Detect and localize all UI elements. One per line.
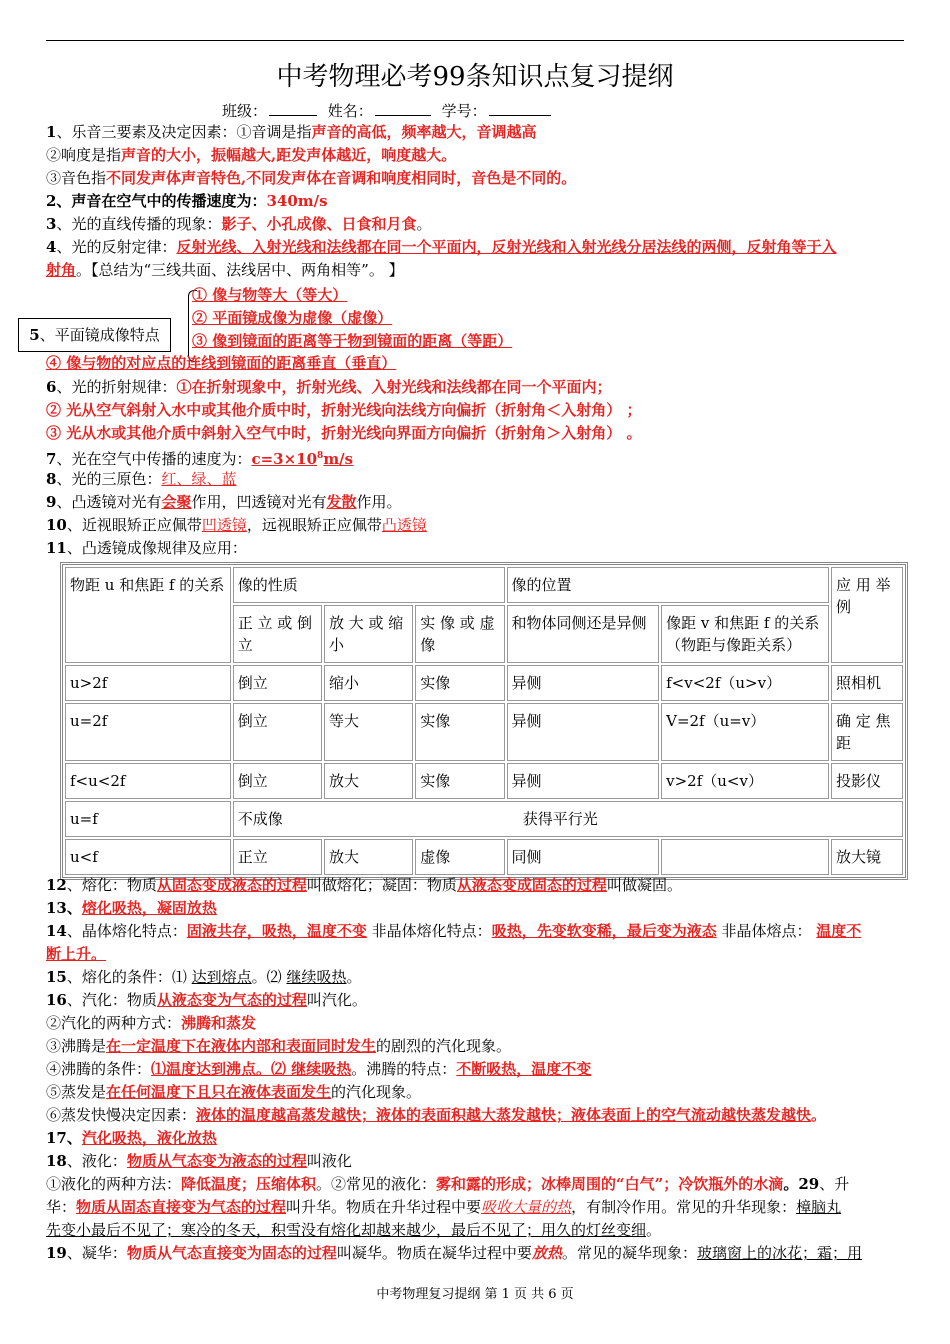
point-14: 14、晶体熔化特点：固液共存，吸热，温度不变 非晶体熔化特点：吸热，先变软变稀，最后变为液态 非晶体熔点： 温度不 <box>46 922 862 940</box>
table-cell: 照相机 <box>831 665 903 701</box>
table-cell: 异侧 <box>507 763 660 799</box>
point-6: 6、光的折射规律：①在折射现象中，折射光线、入射光线和法线都在同一个平面内； <box>46 378 612 396</box>
point-4: 4、光的反射定律：反射光线、入射光线和法线都在同一个平面内，反射光线和入射光线分居法线的两侧，反射角等于入 <box>46 238 837 256</box>
point-13: 13、熔化吸热，凝固放热 <box>46 899 217 917</box>
table-header-cell: 正 立 或 倒 立 <box>233 605 322 663</box>
table-cell: 缩小 <box>324 665 413 701</box>
point-1-loudness: ②响度是指声音的大小，振幅越大,距发声体越近，响度越大。 <box>46 146 457 164</box>
table-cell: 放大 <box>324 839 413 875</box>
table-row <box>65 665 903 701</box>
table-row <box>65 763 903 799</box>
table-cell: 异侧 <box>507 665 660 701</box>
point-12: 12、熔化：物质从固态变成液态的过程叫做熔化；凝固：物质从液态变成固态的过程叫做凝固。 <box>46 876 682 894</box>
table-cell: 不成像 获得平行光 <box>233 801 903 837</box>
point-29: 华：物质从固态直接变为气态的过程叫升华。物质在升华过程中要吸收大量的热，有制冷作用。常见的升华现象：樟脑丸 <box>46 1198 842 1216</box>
point-5-b: ② 平面镜成像为虚像（虚像） <box>192 309 393 327</box>
lens-table <box>60 562 908 880</box>
table-row <box>65 801 903 837</box>
name-label: 姓名： <box>327 102 373 120</box>
table-cell: 虚像 <box>415 839 504 875</box>
point-16-e: ⑤蒸发是在任何温度下且只在液体表面发生的汽化现象。 <box>46 1083 422 1101</box>
table-cell: 倒立 <box>233 665 322 701</box>
point-16: 16、汽化：物质从液态变为气态的过程叫汽化。 <box>46 991 367 1009</box>
point-10: 10、近视眼矫正应佩带凹透镜，远视眼矫正应佩带凸透镜 <box>46 516 427 534</box>
table-cell: u=2f <box>65 703 231 761</box>
student-info <box>222 100 557 121</box>
table-cell: 放大 <box>324 763 413 799</box>
table-cell: f<v<2f（u>v） <box>661 665 829 701</box>
point-4-cont: 射角。【总结为“三线共面、法线居中、两角相等”。 】 <box>46 261 404 279</box>
table-header-cell: 和物体同侧还是异侧 <box>507 605 660 663</box>
table-header-cell: 实 像 或 虚像 <box>415 605 504 663</box>
point-17: 17、汽化吸热，液化放热 <box>46 1129 217 1147</box>
table-header-cell: 像的性质 <box>233 567 505 603</box>
table-cell: u=f <box>65 801 231 837</box>
table-row <box>65 839 903 875</box>
point-7: 7、光在空气中传播的速度为：$c=3\times 10^8m/s$ <box>46 450 354 468</box>
table-row <box>65 567 903 603</box>
table-row <box>65 703 903 761</box>
table-cell: u<f <box>65 839 231 875</box>
table-cell: 等大 <box>324 703 413 761</box>
table-header-cell: 像距 v 和焦距 f 的关系（物距与像距关系） <box>661 605 829 663</box>
point-2: 2、声音在空气中的传播速度为：340m/s <box>46 192 328 210</box>
table-cell: 异侧 <box>507 703 660 761</box>
table-header-cell: 放 大 或 缩小 <box>324 605 413 663</box>
point-16-f: ⑥蒸发快慢决定因素：液体的温度越高蒸发越快；液体的表面积越大蒸发越快；液体表面上的空气流动越快蒸发越快。 <box>46 1106 827 1124</box>
class-field[interactable] <box>269 115 317 116</box>
table-cell: 正立 <box>233 839 322 875</box>
point-16-d: ④沸腾的条件：⑴温度达到沸点。⑵ 继续吸热。沸腾的特点：不断吸热，温度不变 <box>46 1060 592 1078</box>
id-field[interactable] <box>489 115 551 116</box>
point-16-b: ②汽化的两种方式：沸腾和蒸发 <box>46 1014 257 1032</box>
point-15: 15、熔化的条件：⑴ 达到熔点。⑵ 继续吸热。 <box>46 968 362 986</box>
class-label: 班级： <box>222 102 268 120</box>
point-5-a: ① 像与物等大（等大） <box>192 286 348 304</box>
point-14-cont: 断上升。 <box>46 945 107 963</box>
table-cell: 倒立 <box>233 703 322 761</box>
point-5-box: 5、平面镜成像特点 <box>18 318 171 352</box>
point-5-d: ④ 像与物的对应点的连线到镜面的距离垂直（垂直） <box>46 354 397 372</box>
page-title: 中考物理必考99条知识点复习提纲 <box>276 62 674 92</box>
table-header-cell: 物距 u 和焦距 f 的关系 <box>65 567 231 663</box>
table-cell: 实像 <box>415 763 504 799</box>
table-cell: 投影仪 <box>831 763 903 799</box>
table-cell: V=2f（u=v） <box>661 703 829 761</box>
point-1: 1、乐音三要素及决定因素：①音调是指声音的高低，频率越大，音调越高 <box>46 123 537 141</box>
table-cell: v>2f（u<v） <box>661 763 829 799</box>
table-cell: 确 定 焦距 <box>831 703 903 761</box>
table-cell: u>2f <box>65 665 231 701</box>
point-19: 19、凝华：物质从气态直接变为固态的过程叫凝华。物质在凝华过程中要放热。常见的凝华现象：玻璃窗上的冰花；霜；用 <box>46 1244 862 1262</box>
table-header-cell: 应 用 举例 <box>831 567 903 663</box>
table-cell: 放大镜 <box>831 839 903 875</box>
point-9: 9、凸透镜对光有会聚作用，凹透镜对光有发散作用。 <box>46 493 402 511</box>
point-5-c: ③ 像到镜面的距离等于物到镜面的距离（等距） <box>192 332 513 350</box>
table-header-cell: 像的位置 <box>507 567 829 603</box>
point-16-c: ③沸腾是在一定温度下在液体内部和表面同时发生的剧烈的汽化现象。 <box>46 1037 512 1055</box>
table-cell: f<u<2f <box>65 763 231 799</box>
id-label: 学号： <box>441 102 487 120</box>
point-29-cont: 先变小最后不见了；寒冷的冬天，积雪没有熔化却越来越少，最后不见了；用久的灯丝变细。 <box>46 1221 662 1239</box>
point-18-b: ①液化的两种方法：降低温度；压缩体积。②常见的液化：雾和露的形成；冰棒周围的“白气”；冷饮瓶外的水滴。29、升 <box>46 1175 850 1193</box>
point-6-b: ② 光从空气斜射入水中或其他介质中时，折射光线向法线方向偏折（折射角＜入射角） ； <box>46 401 642 419</box>
name-field[interactable] <box>375 115 431 116</box>
point-3: 3、光的直线传播的现象：影子、小孔成像、日食和月食。 <box>46 215 432 233</box>
table-cell: 倒立 <box>233 763 322 799</box>
page-footer: 中考物理复习提纲 第 1 页 共 6 页 <box>376 1287 574 1302</box>
table-cell: 同侧 <box>507 839 660 875</box>
table-cell <box>661 839 829 875</box>
point-11: 11、凸透镜成像规律及应用： <box>46 539 247 557</box>
point-6-c: ③ 光从水或其他介质中斜射入空气中时，折射光线向界面方向偏折（折射角＞入射角） 。 <box>46 424 642 442</box>
point-1-timbre: ③音色指不同发声体声音特色,不同发声体在音调和响度相同时，音色是不同的。 <box>46 169 577 187</box>
point-8: 8、光的三原色：红、绿、蓝 <box>46 470 237 488</box>
point-18: 18、液化：物质从气态变为液态的过程叫液化 <box>46 1152 352 1170</box>
table-cell: 实像 <box>415 665 504 701</box>
table-cell: 实像 <box>415 703 504 761</box>
top-rule <box>46 40 904 41</box>
